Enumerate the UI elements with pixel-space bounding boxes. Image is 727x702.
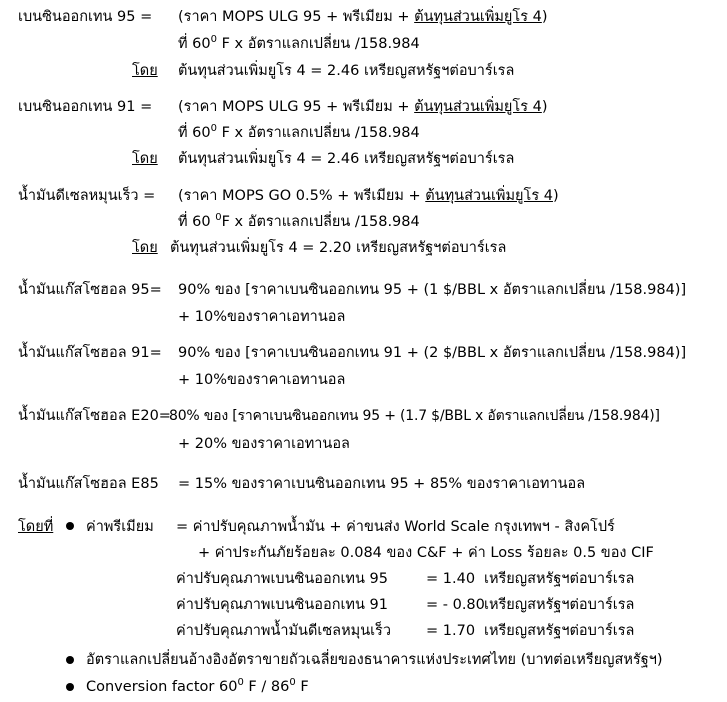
premium-line: = ค่าปรับคุณภาพน้ำมัน + ค่าขนส่ง World Scale กรุงเทพฯ - สิงคโปร์	[176, 519, 615, 535]
e85-label: น้ำมันแก๊สโซฮอล E85	[18, 476, 159, 492]
adjustment-value: = 1.40	[426, 571, 476, 587]
by-label: โดย	[132, 63, 158, 79]
gasohol-line: + 20% ของราคาเอทานอล	[178, 436, 350, 452]
formula-line: (ราคา MOPS GO 0.5% + พรีเมียม + ต้นทุนส่วนเพิ่มยูโร 4)	[178, 188, 559, 204]
by-label: โดย	[132, 240, 158, 256]
gasohol-line: + 10%ของราคาเอทานอล	[178, 309, 346, 325]
gasohol-label: น้ำมันแก๊สโซฮอล E20=	[18, 408, 171, 424]
gasohol-label: น้ำมันแก๊สโซฮอล 91=	[18, 345, 162, 361]
adjustment-name: ค่าปรับคุณภาพน้ำมันดีเซลหมุนเร็ว	[176, 623, 391, 639]
formula-label: เบนซินออกเทน 91 =	[18, 99, 153, 115]
bullet-icon	[66, 522, 74, 530]
formula-label: น้ำมันดีเซลหมุนเร็ว =	[18, 188, 156, 204]
gasohol-label: น้ำมันแก๊สโซฮอล 95=	[18, 282, 162, 298]
exchange-note: อัตราแลกเปลี่ยนอ้างอิงอัตราขายถัวเฉลี่ยของธนาคารแห่งประเทศไทย (บาทต่อเหรียญสหรัฐฯ)	[86, 652, 663, 668]
by-label: โดย	[132, 151, 158, 167]
formula-line: ที่ $60^0$ F x อัตราแลกเปลี่ยน /158.984	[178, 123, 420, 141]
formula-line: (ราคา MOPS ULG 95 + พรีเมียม + ต้นทุนส่วนเพิ่มยูโร 4)	[178, 9, 548, 25]
e85-text: = 15% ของราคาเบนซินออกเทน 95 + 85% ของราคาเอทานอล	[178, 476, 586, 492]
gasohol-line: 90% ของ [ราคาเบนซินออกเทน 95 + (1 $/BBL x อัตราแลกเปลี่ยน /158.984)]	[178, 282, 687, 298]
adjustment-unit: เหรียญสหรัฐฯต่อบาร์เรล	[484, 571, 635, 587]
adjustment-value: = 1.70	[426, 623, 476, 639]
notes-label: โดยที่	[18, 519, 54, 535]
formula-line: ที่ 60 $^0$F x อัตราแลกเปลี่ยน /158.984	[178, 212, 420, 230]
by-text: ต้นทุนส่วนเพิ่มยูโร 4 = 2.46 เหรียญสหรัฐฯต่อบาร์เรล	[178, 151, 515, 167]
adjustment-name: ค่าปรับคุณภาพเบนซินออกเทน 91	[176, 597, 388, 613]
bullet-icon	[66, 656, 74, 664]
formula-label: เบนซินออกเทน 95 =	[18, 9, 153, 25]
adjustment-unit: เหรียญสหรัฐฯต่อบาร์เรล	[484, 623, 635, 639]
adjustment-name: ค่าปรับคุณภาพเบนซินออกเทน 95	[176, 571, 388, 587]
by-text: ต้นทุนส่วนเพิ่มยูโร 4 = 2.46 เหรียญสหรัฐฯต่อบาร์เรล	[178, 63, 515, 79]
gasohol-line: + 10%ของราคาเอทานอล	[178, 372, 346, 388]
adjustment-value: = - 0.80	[426, 597, 485, 613]
bullet-icon	[66, 683, 74, 691]
formula-line: ที่ $60^0$ F x อัตราแลกเปลี่ยน /158.984	[178, 34, 420, 52]
conversion-note: Conversion factor $60^0$ F / $86^0$ F	[86, 677, 309, 695]
premium-line: + ค่าประกันภัยร้อยละ 0.084 ของ C&F + ค่า Loss ร้อยละ 0.5 ของ CIF	[198, 545, 654, 561]
gasohol-line: 80% ของ [ราคาเบนซินออกเทน 95 + (1.7 $/BBL x อัตราแลกเปลี่ยน /158.984)]	[169, 408, 660, 424]
by-text: ต้นทุนส่วนเพิ่มยูโร 4 = 2.20 เหรียญสหรัฐฯต่อบาร์เรล	[170, 240, 507, 256]
formula-line: (ราคา MOPS ULG 95 + พรีเมียม + ต้นทุนส่วนเพิ่มยูโร 4)	[178, 99, 548, 115]
gasohol-line: 90% ของ [ราคาเบนซินออกเทน 91 + (2 $/BBL x อัตราแลกเปลี่ยน /158.984)]	[178, 345, 687, 361]
premium-label: ค่าพรีเมียม	[86, 519, 154, 535]
adjustment-unit: เหรียญสหรัฐฯต่อบาร์เรล	[484, 597, 635, 613]
